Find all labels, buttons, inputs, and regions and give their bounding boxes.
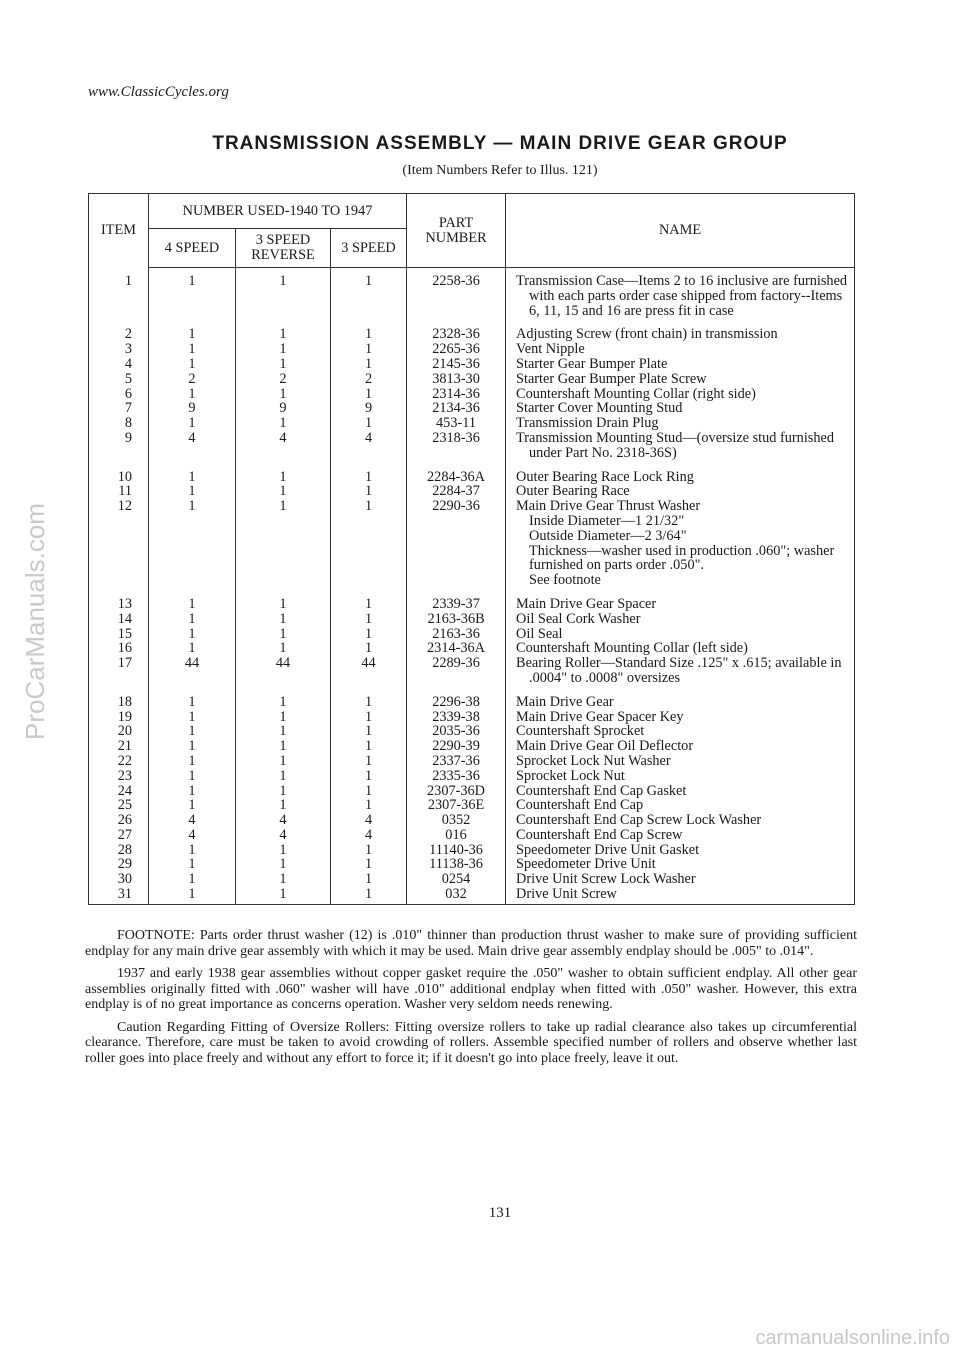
s4-cell: 1 [149,641,236,656]
part-name: Countershaft Mounting Collar (left side) [516,640,748,657]
s3-cell: 1 [331,754,407,769]
parts-table-body [89,268,855,905]
s3r-cell: 1 [236,641,331,656]
part-detail: See footnote [529,572,601,589]
part-name: Outer Bearing Race Lock Ring [516,468,694,485]
s3-cell: 1 [331,612,407,627]
parts-table [88,193,855,905]
name-cell [506,686,855,710]
part-name: Bearing Roller—Standard Size .125" x .615; available in .0004" to .0008" oversizes [516,655,842,686]
name-cell [506,641,855,656]
s3r-cell: 1 [236,357,331,372]
table-row [89,318,855,342]
table-row [89,357,855,372]
part-name: Starter Gear Bumper Plate Screw [516,370,707,387]
s3-cell: 1 [331,724,407,739]
s4-cell: 1 [149,798,236,813]
table-row [89,612,855,627]
name-cell [506,813,855,828]
table-row [89,431,855,461]
s3r-cell: 1 [236,754,331,769]
s3r-cell: 1 [236,843,331,858]
part-cell: 2163-36B [407,612,506,627]
name-cell [506,372,855,387]
s3-cell: 1 [331,461,407,485]
part-name: Oil Seal [516,625,563,642]
item-cell: 12 [89,499,149,588]
s3-cell: 1 [331,588,407,612]
s3-cell: 9 [331,401,407,416]
name-cell [506,612,855,627]
table-row [89,739,855,754]
item-cell: 25 [89,798,149,813]
table-row [89,627,855,642]
table-row [89,769,855,784]
item-cell: 29 [89,857,149,872]
s4-cell: 4 [149,431,236,461]
name-cell [506,484,855,499]
part-name: Main Drive Gear Oil Deflector [516,738,694,755]
table-row [89,710,855,725]
table-row [89,656,855,686]
table-row [89,342,855,357]
name-cell [506,318,855,342]
item-cell: 6 [89,387,149,402]
item-cell: 10 [89,461,149,485]
part-cell: 2328-36 [407,318,506,342]
table-row [89,499,855,588]
item-cell: 15 [89,627,149,642]
part-cell: 2337-36 [407,754,506,769]
s4-cell: 1 [149,724,236,739]
part-name: Countershaft Sprocket [516,723,645,740]
s3-cell: 1 [331,268,407,319]
name-cell [506,872,855,887]
s3-cell: 1 [331,739,407,754]
s4-cell: 1 [149,342,236,357]
item-cell: 18 [89,686,149,710]
part-name: Adjusting Screw (front chain) in transmission [516,326,778,343]
item-cell: 16 [89,641,149,656]
part-name: Sprocket Lock Nut Washer [516,752,671,769]
part-cell: 2284-37 [407,484,506,499]
part-cell: 2290-39 [407,739,506,754]
header-part-number: PART NUMBER [407,194,506,268]
part-cell: 2307-36D [407,784,506,799]
s3-cell: 1 [331,769,407,784]
part-cell: 032 [407,887,506,904]
part-cell: 0352 [407,813,506,828]
item-cell: 3 [89,342,149,357]
table-row [89,401,855,416]
s3r-cell: 44 [236,656,331,686]
s4-cell: 1 [149,843,236,858]
s3r-cell: 4 [236,431,331,461]
table-row [89,588,855,612]
item-cell: 20 [89,724,149,739]
header-item: ITEM [89,194,149,268]
item-cell: 30 [89,872,149,887]
item-cell: 23 [89,769,149,784]
name-cell [506,627,855,642]
part-name: Countershaft End Cap Screw Lock Washer [516,812,762,829]
s3r-cell: 1 [236,769,331,784]
s4-cell: 9 [149,401,236,416]
item-cell: 27 [89,828,149,843]
table-row [89,724,855,739]
page-number: 131 [488,1205,512,1221]
part-cell: 11140-36 [407,843,506,858]
s4-cell: 1 [149,499,236,588]
part-cell: 2318-36 [407,431,506,461]
name-cell [506,342,855,357]
part-cell: 2339-37 [407,588,506,612]
s3r-cell: 1 [236,484,331,499]
part-name: Speedometer Drive Unit Gasket [516,841,700,858]
part-cell: 2296-38 [407,686,506,710]
table-row [89,828,855,843]
part-name: Drive Unit Screw Lock Washer [516,871,696,888]
part-name: Speedometer Drive Unit [516,856,656,873]
item-cell: 11 [89,484,149,499]
s4-cell: 1 [149,612,236,627]
item-cell: 28 [89,843,149,858]
item-cell: 31 [89,887,149,904]
item-cell: 7 [89,401,149,416]
name-cell [506,843,855,858]
table-row [89,887,855,904]
part-cell: 2335-36 [407,769,506,784]
watermark-bottom: carmanualsonline.info [755,1327,950,1349]
s3-cell: 44 [331,656,407,686]
name-cell [506,461,855,485]
part-name: Main Drive Gear [516,693,614,710]
name-cell [506,784,855,799]
s4-cell: 1 [149,754,236,769]
s4-cell: 1 [149,268,236,319]
s3-cell: 1 [331,784,407,799]
header-name: NAME [506,194,855,268]
s3r-cell: 1 [236,416,331,431]
table-row [89,268,855,319]
s3-cell: 1 [331,641,407,656]
s4-cell: 1 [149,784,236,799]
header-3-speed: 3 SPEED [331,229,407,268]
s4-cell: 1 [149,769,236,784]
table-row [89,843,855,858]
part-cell: 3813-30 [407,372,506,387]
part-cell: 0254 [407,872,506,887]
part-cell: 2339-38 [407,710,506,725]
name-cell [506,416,855,431]
table-row [89,784,855,799]
name-cell [506,887,855,904]
item-cell: 9 [89,431,149,461]
s3r-cell: 9 [236,401,331,416]
s3r-cell: 1 [236,784,331,799]
s4-cell: 1 [149,739,236,754]
name-cell [506,656,855,686]
part-cell: 2134-36 [407,401,506,416]
name-cell [506,357,855,372]
part-name: Main Drive Gear Thrust Washer [516,498,701,515]
table-row [89,813,855,828]
part-name: Main Drive Gear Spacer [516,595,657,612]
name-cell [506,387,855,402]
s4-cell: 1 [149,484,236,499]
item-cell: 17 [89,656,149,686]
part-cell: 2314-36 [407,387,506,402]
part-name: Countershaft End Cap Gasket [516,782,687,799]
item-cell: 22 [89,754,149,769]
item-cell: 1 [89,268,149,319]
part-name: Outer Bearing Race [516,483,630,500]
s3-cell: 1 [331,499,407,588]
s4-cell: 1 [149,710,236,725]
part-name: Starter Gear Bumper Plate [516,355,668,372]
s3r-cell: 1 [236,686,331,710]
part-name: Countershaft Mounting Collar (right side) [516,385,756,402]
s4-cell: 4 [149,828,236,843]
s4-cell: 1 [149,318,236,342]
s3-cell: 1 [331,686,407,710]
table-row [89,754,855,769]
s4-cell: 2 [149,372,236,387]
name-cell [506,401,855,416]
part-name: Countershaft End Cap Screw [516,826,683,843]
item-cell: 21 [89,739,149,754]
name-cell [506,798,855,813]
s3-cell: 2 [331,372,407,387]
s4-cell: 1 [149,857,236,872]
part-name: Transmission Mounting Stud—(oversize stud furnished under Part No. 2318-36S) [516,429,835,461]
part-cell: 2035-36 [407,724,506,739]
s3-cell: 1 [331,387,407,402]
s3r-cell: 1 [236,627,331,642]
item-cell: 5 [89,372,149,387]
s3r-cell: 1 [236,887,331,904]
table-row [89,461,855,485]
part-cell: 2258-36 [407,268,506,319]
part-cell: 2290-36 [407,499,506,588]
part-detail: Outside Diameter—2 3/64" [529,527,687,544]
s4-cell: 1 [149,872,236,887]
part-cell: 2307-36E [407,798,506,813]
table-row [89,872,855,887]
table-row [89,798,855,813]
table-row [89,857,855,872]
s4-cell: 1 [149,627,236,642]
s3r-cell: 1 [236,318,331,342]
name-cell [506,828,855,843]
s3r-cell: 1 [236,798,331,813]
part-name: Main Drive Gear Spacer Key [516,708,684,725]
s3-cell: 4 [331,431,407,461]
watermark-left: ProCarManuals.com [20,503,50,740]
page-title: TRANSMISSION ASSEMBLY — MAIN DRIVE GEAR GROUP [212,133,788,154]
s4-cell: 1 [149,416,236,431]
s4-cell: 1 [149,686,236,710]
part-cell: 2265-36 [407,342,506,357]
s3-cell: 1 [331,887,407,904]
s4-cell: 1 [149,887,236,904]
part-name: Starter Cover Mounting Stud [516,400,683,417]
part-cell: 453-11 [407,416,506,431]
s3r-cell: 1 [236,739,331,754]
part-name: Vent Nipple [516,341,585,358]
footnote-2: 1937 and early 1938 gear assemblies without copper gasket require the .050" washer to obtain sufficient endplay. All other gear assemblies originally fitted with .060" washer will have .010" additional endplay when fitted with .050" washer. However, this extra endplay is of no great importance as concerns operation. Washer very seldom needs renewing. [85,966,857,1012]
s3-cell: 1 [331,798,407,813]
item-cell: 14 [89,612,149,627]
name-cell [506,739,855,754]
table-row [89,641,855,656]
item-cell: 13 [89,588,149,612]
s4-cell: 1 [149,461,236,485]
part-name: Sprocket Lock Nut [516,767,625,784]
item-cell: 2 [89,318,149,342]
part-cell: 2145-36 [407,357,506,372]
s3r-cell: 1 [236,612,331,627]
s3-cell: 1 [331,416,407,431]
s3r-cell: 1 [236,872,331,887]
item-cell: 19 [89,710,149,725]
site-url: www.ClassicCycles.org [88,84,229,100]
part-cell: 2284-36A [407,461,506,485]
footnote-1: FOOTNOTE: Parts order thrust washer (12) is .010" thinner than production thrust washer to make sure of providing sufficient endplay for any main drive gear assembly with which it may be used. Main drive gear assembly endplay should be .005" to .014". [85,928,857,959]
header-number-used: NUMBER USED-1940 TO 1947 [149,194,407,229]
part-cell: 2289-36 [407,656,506,686]
header-4-speed: 4 SPEED [149,229,236,268]
s3r-cell: 1 [236,724,331,739]
name-cell [506,769,855,784]
s3r-cell: 1 [236,710,331,725]
name-cell [506,499,855,588]
name-cell [506,588,855,612]
s3r-cell: 1 [236,588,331,612]
s3r-cell: 4 [236,828,331,843]
item-cell: 24 [89,784,149,799]
footnotes [85,928,857,1073]
item-cell: 4 [89,357,149,372]
s3-cell: 1 [331,357,407,372]
part-name: Oil Seal Cork Washer [516,610,641,627]
part-name: Transmission Case—Items 2 to 16 inclusive are furnished with each parts order case shipped from factory--Items 6, 11, 15 and 16 are press fit in case [516,273,848,319]
s3-cell: 1 [331,872,407,887]
s3-cell: 1 [331,857,407,872]
s3r-cell: 1 [236,387,331,402]
item-cell: 8 [89,416,149,431]
part-name: Countershaft End Cap [516,797,644,814]
s3-cell: 1 [331,627,407,642]
page-subtitle: (Item Numbers Refer to Illus. 121) [402,163,598,178]
s4-cell: 1 [149,387,236,402]
s3r-cell: 1 [236,268,331,319]
s3r-cell: 1 [236,857,331,872]
s3-cell: 1 [331,342,407,357]
name-cell [506,724,855,739]
s3r-cell: 2 [236,372,331,387]
header-3-speed-reverse: 3 SPEED REVERSE [236,229,331,268]
name-cell [506,857,855,872]
part-cell: 11138-36 [407,857,506,872]
part-cell: 016 [407,828,506,843]
s4-cell: 1 [149,357,236,372]
s3-cell: 1 [331,843,407,858]
table-row [89,372,855,387]
table-row [89,416,855,431]
part-cell: 2163-36 [407,627,506,642]
part-name: Transmission Drain Plug [516,415,659,432]
s3-cell: 1 [331,318,407,342]
s3r-cell: 1 [236,499,331,588]
s3-cell: 4 [331,813,407,828]
s4-cell: 44 [149,656,236,686]
name-cell [506,431,855,461]
s3-cell: 1 [331,484,407,499]
part-cell: 2314-36A [407,641,506,656]
s4-cell: 4 [149,813,236,828]
footnote-3: Caution Regarding Fitting of Oversize Rollers: Fitting oversize rollers to take up radial clearance also takes up circumferential clearance. Therefore, care must be taken to avoid crowding of rollers. Assemble specified number of rollers and observe whether last roller goes into place freely and without any effort to force it; if it doesn't go into place freely, leave it out. [85,1019,857,1066]
s3r-cell: 1 [236,342,331,357]
table-row [89,387,855,402]
name-cell [506,754,855,769]
table-row [89,686,855,710]
s3r-cell: 1 [236,461,331,485]
part-detail: Thickness—washer used in production .060"; washer furnished on parts order .050". [529,542,835,574]
name-cell [506,710,855,725]
name-cell [506,268,855,319]
s3r-cell: 4 [236,813,331,828]
part-name: Drive Unit Screw [516,886,617,903]
part-detail: Inside Diameter—1 21/32" [529,512,685,529]
s3-cell: 1 [331,710,407,725]
item-cell: 26 [89,813,149,828]
table-row [89,484,855,499]
s4-cell: 1 [149,588,236,612]
s3-cell: 4 [331,828,407,843]
